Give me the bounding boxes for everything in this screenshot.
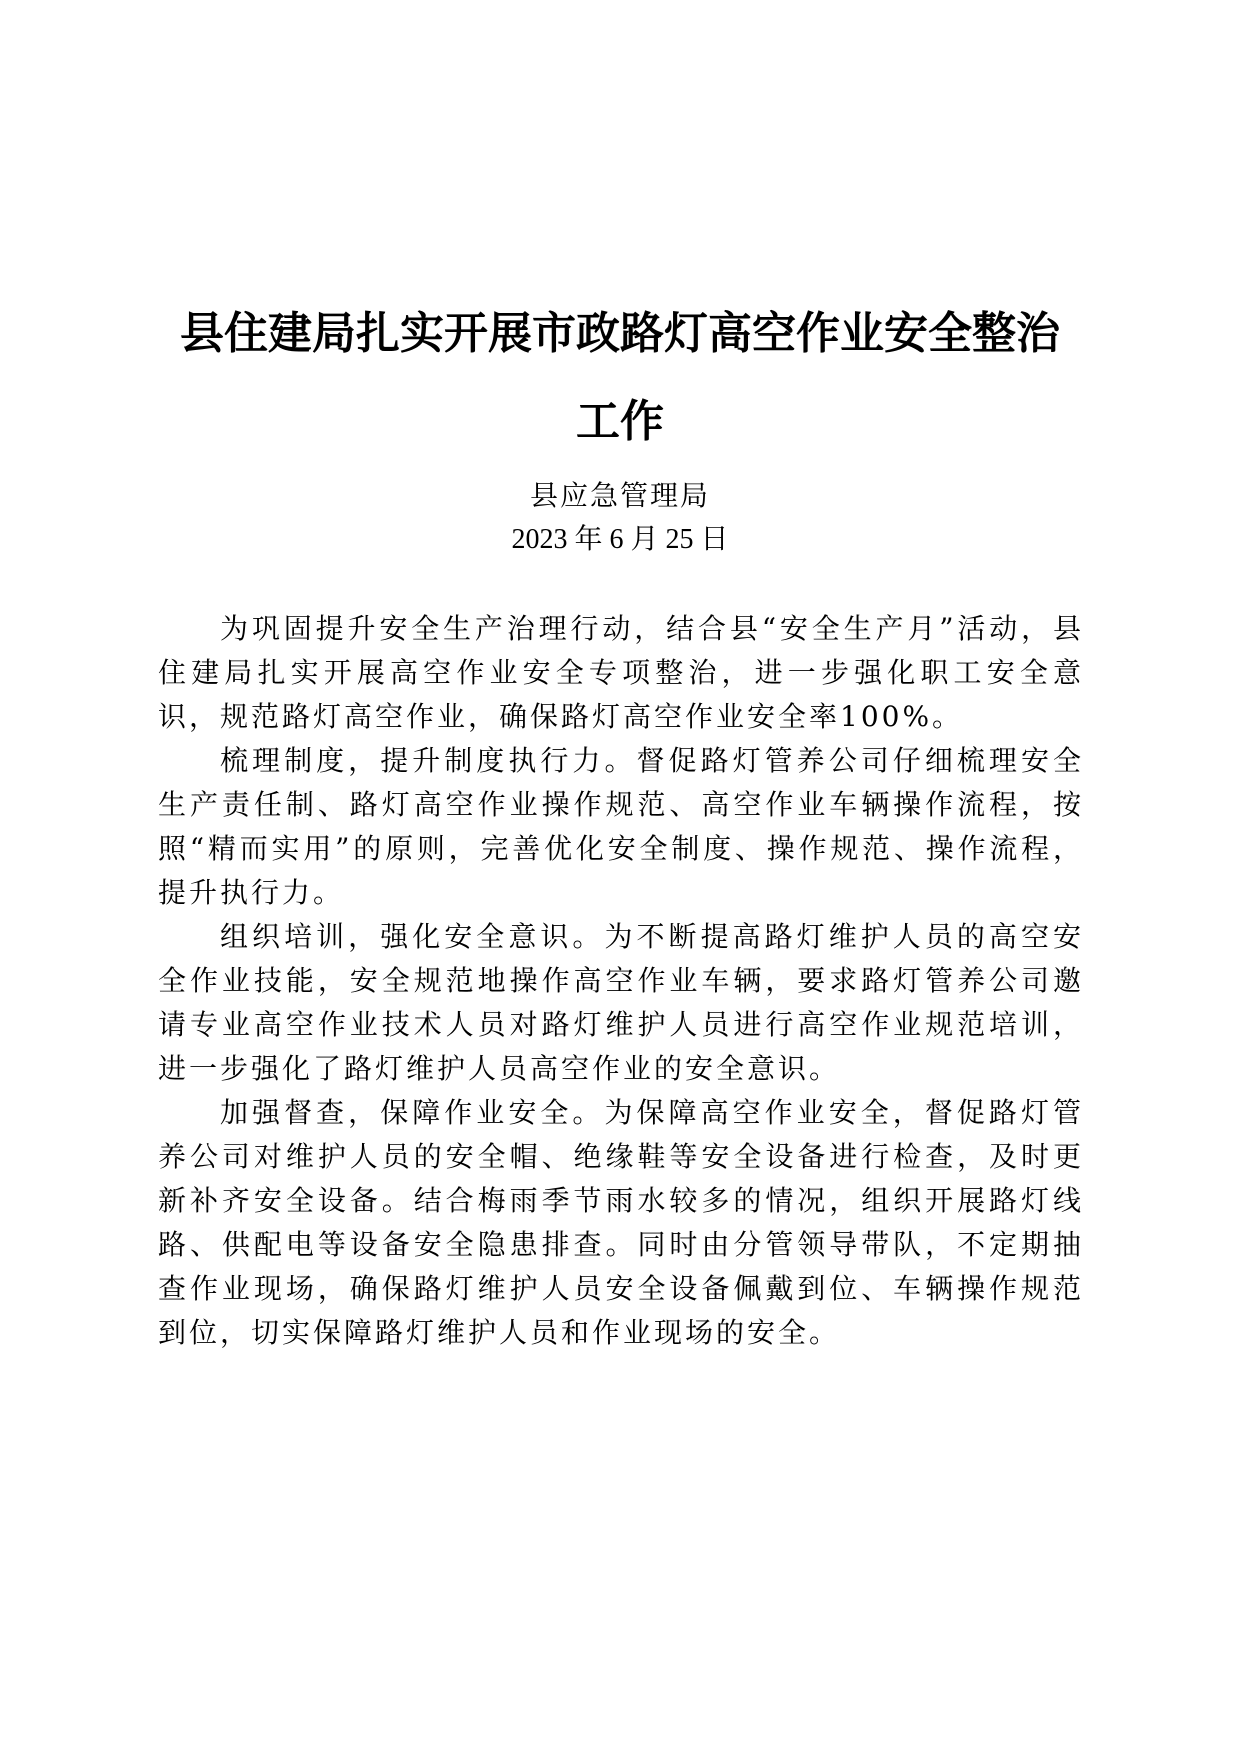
- article-body: [158, 607, 1084, 1355]
- paragraph-inspection: 加强督查，保障作业安全。为保障高空作业安全，督促路灯管养公司对维护人员的安全帽、绝缘鞋等安全设备进行检查，及时更新补齐安全设备。结合梅雨季节雨水较多的情况，组织开展路灯线路、供配电等设备安全隐患排查。同时由分管领导带队，不定期抽查作业现场，确保路灯维护人员安全设备佩戴到位、车辆操作规范到位，切实保障路灯维护人员和作业现场的安全。: [158, 1096, 1084, 1349]
- title-line-2: 工作: [576, 396, 664, 447]
- paragraph-training: 组织培训，强化安全意识。为不断提高路灯维护人员的高空安全作业技能，安全规范地操作高空作业车辆，要求路灯管养公司邀请专业高空作业技术人员对路灯维护人员进行高空作业规范培训，进一步强化了路灯维护人员高空作业的安全意识。: [158, 920, 1084, 1085]
- paragraph-system-review: 梳理制度，提升制度执行力。督促路灯管养公司仔细梳理安全生产责任制、路灯高空作业操作规范、高空作业车辆操作流程，按照“精而实用”的原则，完善优化安全制度、操作规范、操作流程，提升执行力。: [158, 744, 1084, 909]
- title-line-1: 县住建局扎实开展市政路灯高空作业安全整治: [180, 308, 1060, 359]
- author-agency: 县应急管理局: [529, 479, 710, 512]
- paragraph-intro: 为巩固提升安全生产治理行动，结合县“安全生产月”活动，县住建局扎实开展高空作业安全专项整治，进一步强化职工安全意识，规范路灯高空作业，确保路灯高空作业安全率100%。: [158, 612, 1084, 733]
- document-title: [150, 290, 1090, 466]
- publish-date: 2023 年 6 月 25 日: [511, 524, 729, 555]
